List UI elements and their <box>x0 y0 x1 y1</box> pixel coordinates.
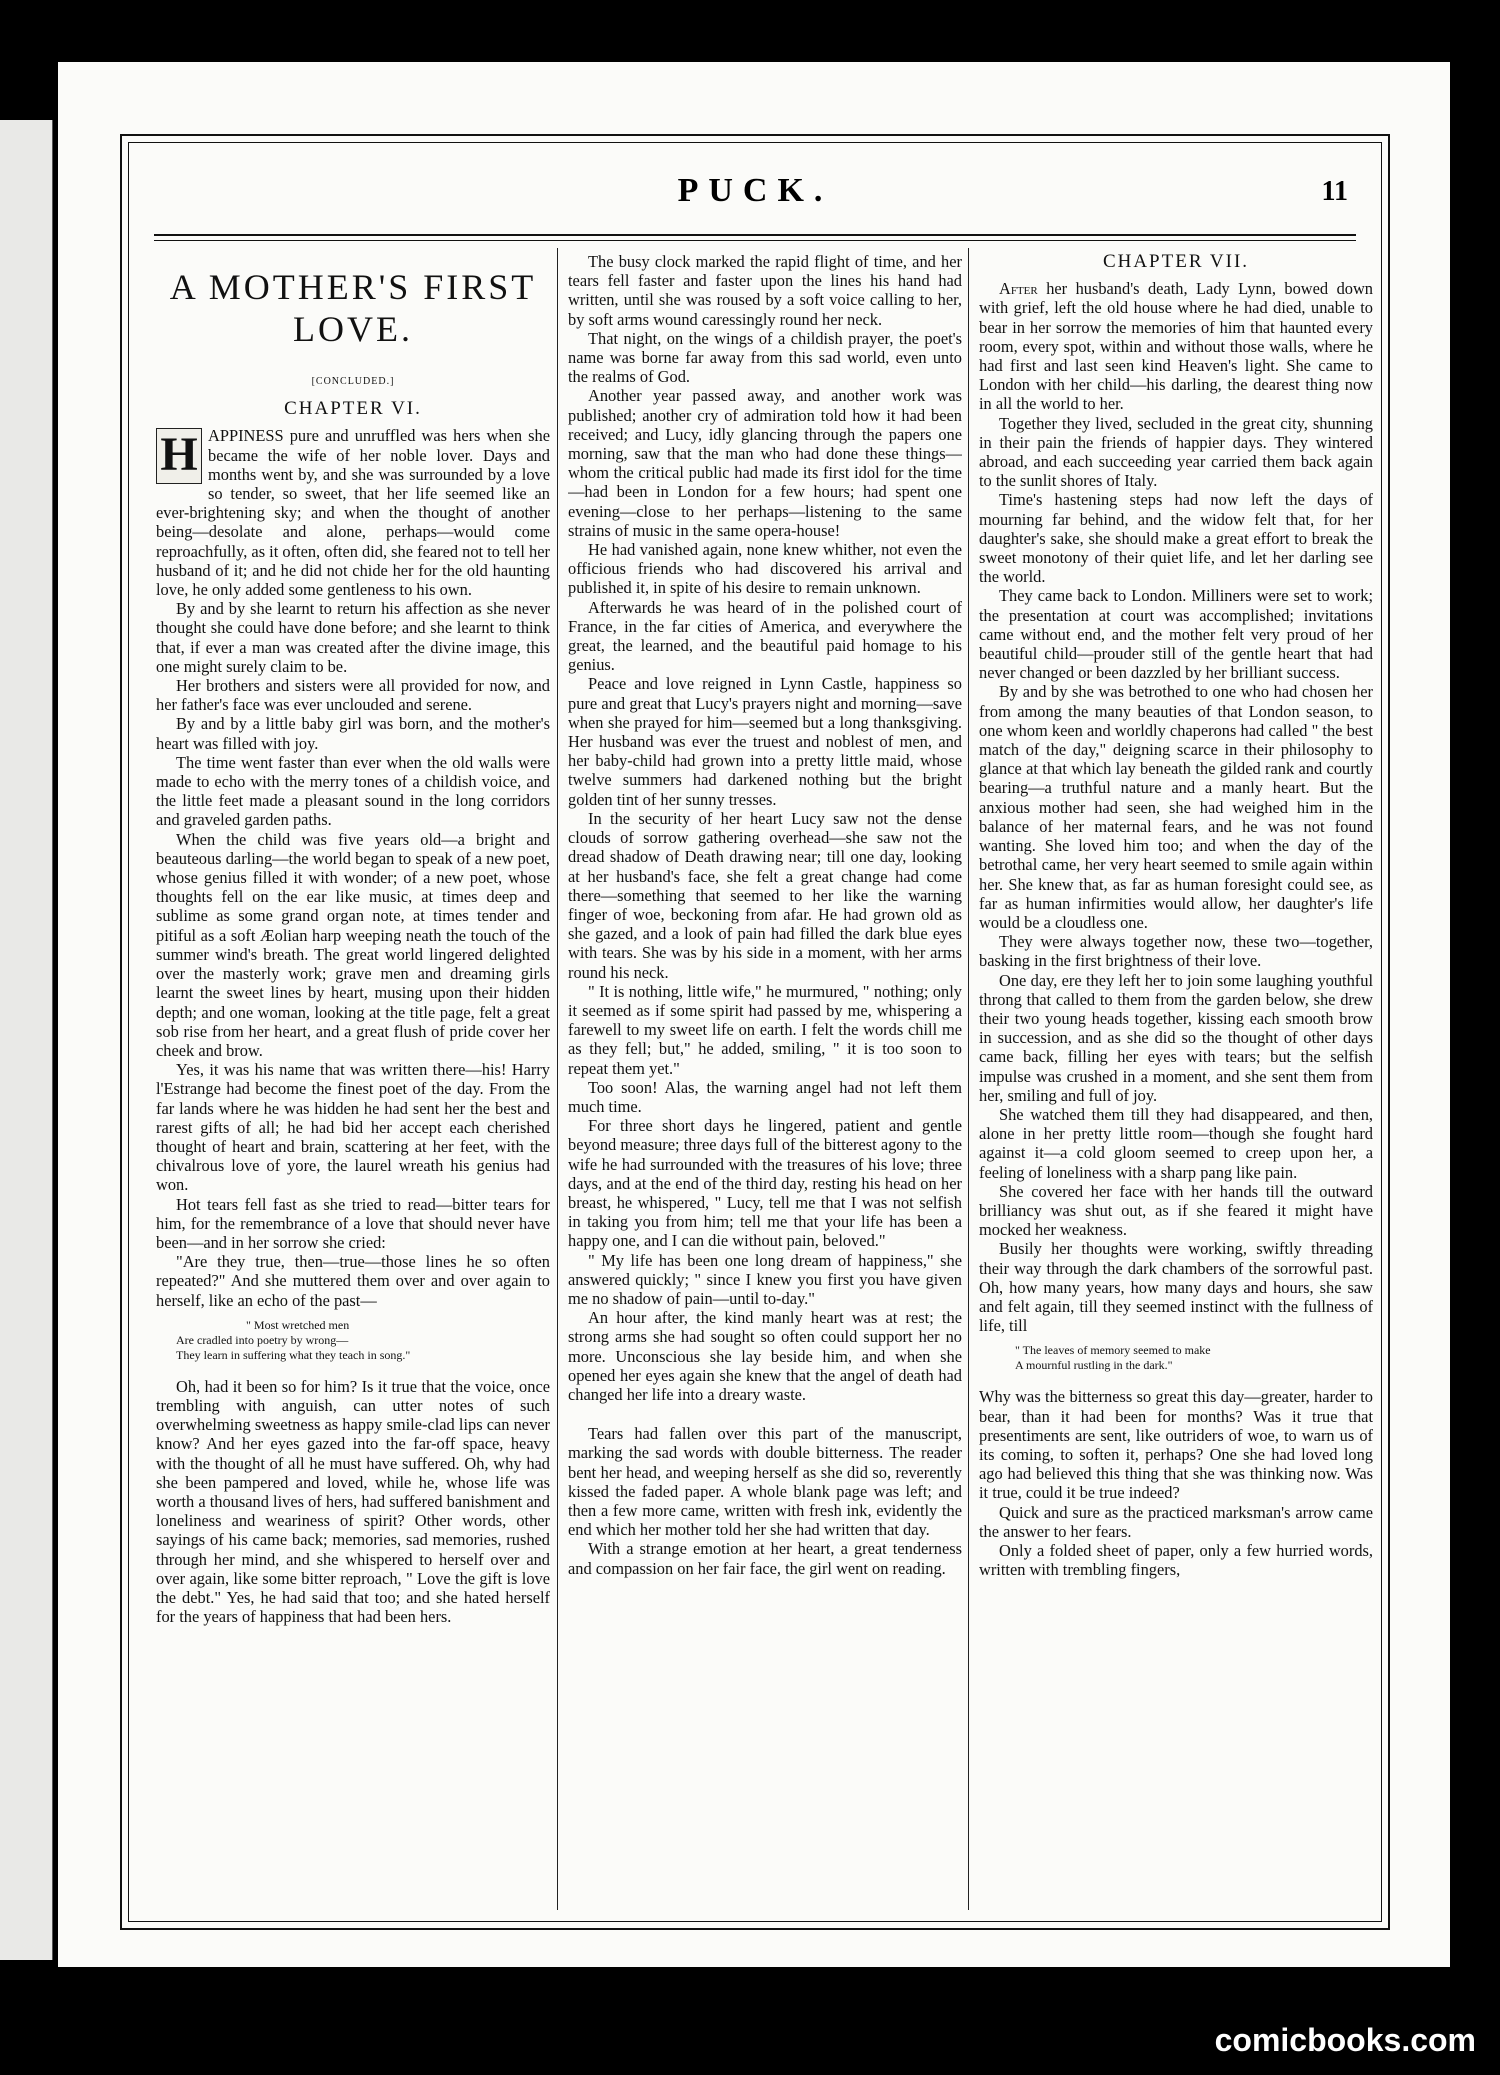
paragraph: For three short days he lingered, patient and gentle beyond measure; three days full of the bitterest agony to the wife he had surrounded with the treasures of his love; three days, and at the end of the third day, resting his head on her breast, he whispered, " Lucy, tell me that I was not selfish in taking you from him; tell me that your life has been a happy one, and I can die without pain, beloved." <box>568 1116 962 1251</box>
paragraph: Together they lived, secluded in the great city, shunning in their pain the friends of happier days. They wintered abroad, and each succeeding year carried them back again to the sunlit shores of Italy. <box>979 413 1373 491</box>
paragraph: They were always together now, these two—together, basking in the first brightness of their love. <box>979 932 1373 971</box>
paragraph: She watched them till they had disappeared, and then, alone in her pretty little room—though she fought hard against it—a cold gloom seemed to creep upon her, a feeling of loneliness with a sharp pang like pain. <box>979 1104 1373 1182</box>
paragraph: Oh, had it been so for him? Is it true that the voice, once trembling with anguish, can utter notes of such overwhelming sweetness as happy smile-clad lips can never know? And her eyes gazed into the far-off space, heavy with the thought of all he must have suffered. Oh, why had she been pampered and loved, while he, whose life was worth a thousand lives of hers, had suffered banishment and loneliness and weariness of spirit? Other words, other sayings of his came back; memories, sad memories, rushed through her mind, and she whispered to herself over and over again, like some bitter reproach, " Love the gift is love the debt." Yes, he had said that too; and she hated herself for the years of happiness that had been hers. <box>156 1376 550 1627</box>
chapter-heading: CHAPTER VI. <box>284 398 422 420</box>
paragraph: " It is nothing, little wife," he murmured, " nothing; only it seemed as if some spirit had passed by me, whispering a farewell to my sweet life on earth. I felt the words chill me as they fell; but," he added, smiling, " it is too soon to repeat them yet." <box>568 981 962 1078</box>
paragraph: "Are they true, then—true—those lines he so often repeated?" And she muttered them over and over again to herself, like an echo of the past— <box>156 1252 550 1310</box>
magazine-page <box>58 62 1450 1967</box>
paragraph: By and by a little baby girl was born, and the mother's heart was filled with joy. <box>156 714 550 753</box>
column-divider <box>968 248 969 1910</box>
paragraph: Another year passed away, and another work was published; another cry of admiration told how it had been received; and Lucy, idly glancing through the papers one morning, saw that the man who had done these things—whom the critical public had made its first idol for the time—had been in London for a few hours; had spent one evening—close to her perhaps—listening to the same strains of music in the same opera-house! <box>568 386 962 540</box>
paragraph: Too soon! Alas, the warning angel had not left them much time. <box>568 1077 962 1116</box>
previous-page-edge <box>0 120 53 1960</box>
column-divider <box>557 248 558 1910</box>
paragraph: The time went faster than ever when the old walls were made to echo with the merry tones of a childish voice, and the little feet made a pleasant sound in the long corridors and graveled garden paths. <box>156 752 550 830</box>
paragraph: Quick and sure as the practiced marksman's arrow came the answer to her fears. <box>979 1502 1373 1541</box>
verse-quote: " The leaves of memory seemed to make A mournful rustling in the dark." <box>1015 1343 1211 1373</box>
paragraph: One day, ere they left her to join some laughing youthful throng that called to them from the garden below, she drew their two young heads together, kissing each smooth brow in succession, and as she did so the thought of other days came back, filling her eyes with tears; but the selfish impulse was crushed in a moment, and she sent them from her, smiling and full of joy. <box>979 970 1373 1105</box>
paragraph: Time's hastening steps had now left the days of mourning far behind, and the widow felt that, for her daughter's sake, she should make a great effort to break the sweet monotony of their quiet life, and let her darling see the world. <box>979 490 1373 587</box>
paragraph: The busy clock marked the rapid flight of time, and her tears fell faster and faster upon the lines his hand had written, until she was roused by a soft voice calling to her, by soft arms wound caressingly round her neck. <box>568 252 962 329</box>
header-rule <box>154 234 1356 236</box>
site-watermark: comicbooks.com <box>1214 2022 1476 2058</box>
paragraph: Only a folded sheet of paper, only a few hurried words, written with trembling fingers, <box>979 1541 1373 1580</box>
paragraph: She covered her face with her hands till the outward brilliancy was shut out, as if she feared it might have mocked her weakness. <box>979 1181 1373 1240</box>
paragraph: Her brothers and sisters were all provided for now, and her father's face was ever unclouded and serene. <box>156 676 550 715</box>
masthead <box>162 172 1348 222</box>
paragraph: Busily her thoughts were working, swiftly threading their way through the dark chambers of the sorrowful past. Oh, how many years, how many days and hours, she saw and felt again, till they seemed instinct with the fullness of life, till <box>979 1239 1373 1336</box>
drop-cap-letter: H <box>156 428 202 484</box>
story-title: A MOTHER'S FIRST LOVE. <box>169 267 537 349</box>
paragraph: By and by she learnt to return his affection as she never thought she could have done before; and she learnt to think that, if ever a man was created after the divine image, this one might surely claim to be. <box>156 599 550 676</box>
paragraph: He had vanished again, none knew whither, not even the officious friends who had discovered his arrival and published it, in spite of his desire to remain unknown. <box>568 540 962 598</box>
paragraph: When the child was five years old—a bright and beauteous darling—the world began to speak of a new poet, whose genius filled it with wonder; of a new poet, whose thoughts fell on the ear like music, at times deep and sublime as some grand organ note, at times tender and pitiful as a soft Æolian harp weeping neath the touch of the summer wind's breath. The great world lingered delighted over the masterly work; grave men and dreaming girls learnt the sweet lines by heart, musing upon their hidden depth; and one woman, looking at the title page, felt a great sob rise from her heart, and a great flush of pride cover her cheek and brow. <box>156 829 550 1060</box>
paragraph: An hour after, the kind manly heart was at rest; the strong arms she had sought so often could support her no more. Unconscious she lay beside him, and when she opened her eyes again she knew that the angel of death had changed her life into a dreary waste. <box>568 1308 962 1404</box>
column-3 <box>979 252 1373 1908</box>
verse-quote: " Most wretched men Are cradled into poetry by wrong— They learn in suffering what they teach in song." <box>176 1317 411 1362</box>
paragraph: They came back to London. Milliners were set to work; the presentation at court was accomplished; invitations came without end, and the mother felt very proud of her beautiful child—prouder still of the gentle heart that had never changed or been dazzled by her brilliant success. <box>979 586 1373 683</box>
paragraph: By and by she was betrothed to one who had chosen her from among the many beauties of that London season, to one whom keen and worldly chaperons had called " the best match of the day," deigning scarce in their philosophy to glance at that which lay beneath the gilded rank and courtly bearing—a truthful nature and a manly heart. But the anxious mother had seen, she had weighed him in the balance of her maternal fears, and he was not found wanting. She loved him too; and when the day of the betrothal came, her very heart seemed to smile again within her. She knew that, as far as human foresight could see, as far as human infirmities would allow, her daughter's life would be a cloudless one. <box>979 682 1373 932</box>
page-border <box>120 134 1390 1930</box>
magazine-title: PUCK. <box>677 172 833 209</box>
concluded-note: [CONCLUDED.] <box>311 376 395 387</box>
paragraph: Tears had fallen over this part of the manuscript, marking the sad words with double bitterness. The reader bent her head, and weeping herself as she did so, reverently kissed the faded paper. A whole blank page was left; and then a few more came, written with fresh ink, evidently the end which her mother told her she had written that day. <box>568 1424 962 1540</box>
page-number: 11 <box>1321 176 1348 207</box>
paragraph: In the security of her heart Lucy saw not the dense clouds of sorrow gathering overhead—she saw not the dread shadow of Death drawing near; till one day, looking at her husband's face, she felt a great change had come there—something that seemed to her like the warning finger of woe, beckoning from afar. He had grown old as she gazed, and a look of pain had filled the dark blue eyes with tears. She was by his side in a moment, with her arms round his neck. <box>568 808 962 982</box>
paragraph: " My life has been one long dream of happiness," she answered quickly; " since I knew you first you have given me no shadow of pain—until to-day." <box>568 1250 962 1308</box>
paragraph: Hot tears fell fast as she tried to read—bitter tears for him, for the remembrance of a love that should never have been—and in her sorrow she cried: <box>156 1194 550 1252</box>
paragraph: H APPINESS pure and unruffled was hers when she became the wife of her noble lover. Days and months went by, and she was surrounded by a love so tender, so sweet, that her life seemed like an ever-brightening sky; and when the thought of another being—desolate and alone, perhaps—would come reproachfully, as it often, often did, she feared not to tell her husband of it; and he did not chide her for the old haunting love, he only added some gentleness to his own. <box>156 426 550 600</box>
paragraph: Peace and love reigned in Lynn Castle, happiness so pure and great that Lucy's prayers night and morning—save when she prayed for him—seemed but a long thanksgiving. Her husband was ever the truest and noblest of men, and her baby-child had grown into a pretty little maid, whose twelve summers had darkened nothing but the bright golden tint of her sunny tresses. <box>568 674 962 809</box>
paragraph: Yes, it was his name that was written there—his! Harry l'Estrange had become the finest poet of the day. From the far lands where he was hidden he had sent her the best and rarest gifts of all; he had bid her accept each cherished thought of heart and brain, scattering at her feet, with the chivalrous love of yore, the laurel wreath his genius had won. <box>156 1060 550 1195</box>
column-2 <box>568 252 962 1908</box>
paragraph: That night, on the wings of a childish prayer, the poet's name was borne far away from this sad world, even unto the realms of God. <box>568 328 962 387</box>
paragraph: With a strange emotion at her heart, a great tenderness and compassion on her fair face, the girl went on reading. <box>568 1539 962 1578</box>
paragraph: Why was the bitterness so great this day—greater, harder to bear, than it had been for months? Was it true that presentiments are sent, like outriders of woe, to warn us of its coming, to soften it, perhaps? One she had loved long ago had believed this thing that she was thinking now. Was it true, could it be true indeed? <box>979 1387 1373 1503</box>
chapter-heading: CHAPTER VII. <box>1102 252 1250 272</box>
paragraph: After her husband's death, Lady Lynn, bowed down with grief, left the old house where he had died, unable to bear in her sorrow the memories of him that haunted every room, every spot, within and without those walls, where he had first and last seen kind Heaven's light. She came to London with her child—his darling, the dearest thing now in all the world to her. <box>979 279 1373 414</box>
column-1 <box>156 252 550 1908</box>
paragraph: Afterwards he was heard of in the polished court of France, in the far cities of America, and everywhere the great, the learned, and the beautiful paid homage to his genius. <box>568 597 962 675</box>
